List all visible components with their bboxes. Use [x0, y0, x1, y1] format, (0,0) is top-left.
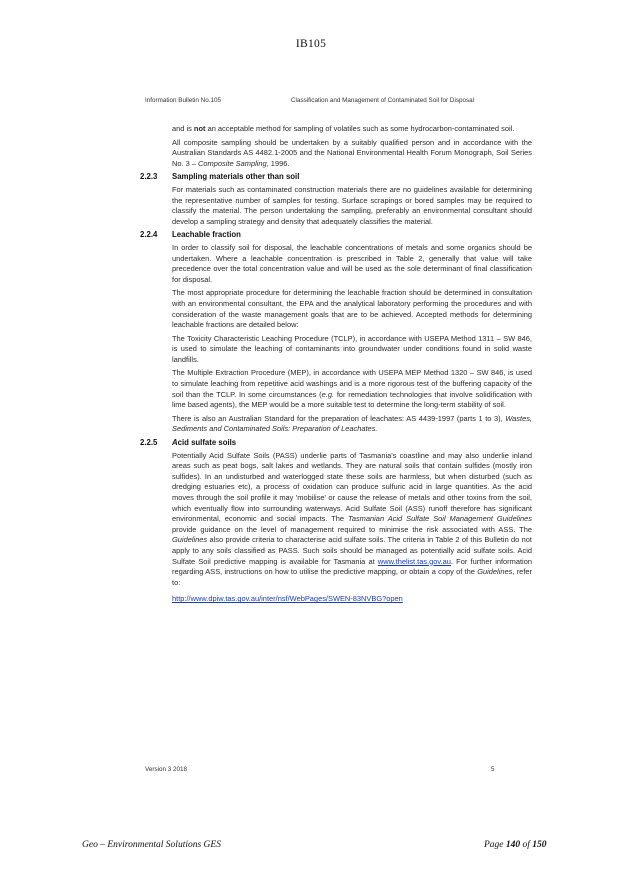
- inner-header: [145, 97, 515, 104]
- paragraph: The most appropriate procedure for determining the leachable fraction should be determined in consultation with an environmental consultant, the EPA and the analytical laboratory performing the procedures and with consideration of the waste management goals that are to be achieved. Accepted methods for determining leachable fractions are detailed below:: [172, 288, 532, 330]
- paragraph: In order to classify soil for disposal, the leachable concentrations of metals and some organics should be undertaken. Where a leachable concentration is prescribed in Table 2, generally that value will take precedence over the total concentration value and will be used as the sole determinant of final classification for disposal.: [172, 242, 532, 284]
- inner-header-left: Information Bulletin No.105: [145, 97, 221, 104]
- inner-page-number: 5: [491, 766, 495, 773]
- section-heading: 2.2.3 Sampling materials other than soil: [140, 172, 300, 182]
- paragraph: There is also an Australian Standard for the preparation of leachates: AS 4439-1997 (parts 1 to 3), Wastes, Sediments and Contaminated Soils: Preparation of Leachates.: [172, 413, 532, 434]
- paragraph: For materials such as contaminated construction materials there are no guidelines available for determining the representative number of samples for testing. Surface scrapings or bored samples may be required to classify the material. The person undertaking the sampling, preferably an environmental consultant should develop a sampling strategy and density that adequately classifies the material.: [172, 184, 532, 226]
- section-heading: 2.2.5 Acid sulfate soils: [140, 438, 237, 448]
- section-heading: 2.2.4 Leachable fraction: [140, 230, 241, 240]
- paragraph: and is not an acceptable method for sampling of volatiles such as some hydrocarbon-contaminated soil.: [172, 124, 515, 133]
- paragraph: The Toxicity Characteristic Leaching Procedure (TCLP), in accordance with USEPA Method 1311 – SW 846, is used to simulate the leaching of contaminants into groundwater under conditions found in solid waste landfills.: [172, 333, 532, 364]
- thelist-link[interactable]: www.thelist.tas.gov.au: [377, 556, 451, 566]
- paragraph: All composite sampling should be undertaken by a suitably qualified person and in accordance with the Australian Standards AS 4482.1-2005 and the National Environmental Health Forum Monograph, Soil Series No. 3 – Composite Sampling, 1996.: [172, 137, 532, 168]
- inner-footer: [145, 766, 495, 773]
- version-label: Version 3 2018: [145, 766, 188, 773]
- paragraph: The Multiple Extraction Procedure (MEP), in accordance with USEPA MEP Method 1320 – SW 846, is used to simulate leaching from repetitive acid washings and is a more rigorous test of the buffering capacity of the soil than the TCLP. In some circumstances (e.g. for remediation technologies that involve solidification with lime based agents), the MEP would be a more suitable test to determine the long-term stability of soil.: [172, 368, 532, 410]
- page-body: [140, 124, 532, 605]
- footer-page-count: Page 140 of 150: [484, 840, 547, 850]
- paragraph: Potentially Acid Sulfate Soils (PASS) underlie parts of Tasmania's coastline and may also underlie inland areas such as peat bogs, salt lakes and wetlands. They are natural soils that contain sulfides (mostly iron sulfides). In an undisturbed and waterlogged state these soils are harmless, but when disturbed (such as dredging estuaries etc), a process of oxidation can produce sulfuric acid in large quantities. As the acid moves through the soil profile it may 'mobilise' or cause the release of metals and other toxins from the soil, which eventually flow into surrounding waterways. Acid Sulfate Soil (ASS) runoff therefore has significant environmental, economic and social impacts. The Tasmanian Acid Sulfate Soil Management Guidelines provide guidance on the level of management required to minimise the risk associated with ASS. The Guidelines also provide criteria to characterise acid sulfate soils. The criteria in Table 2 of this Bulletin do not apply to any soils classified as PASS. Such soils should be managed as potentially acid sulfate soils. Acid Sulfate Soil predictive mapping is available for Tasmania at www.thelist.tas.gov.au. For further information regarding ASS, instructions on how to utilise the predictive mapping, or obtain a copy of the Guidelines, refer to:: [172, 450, 533, 587]
- inner-header-right: Classification and Management of Contaminated Soil for Disposal: [291, 97, 475, 104]
- footer-company: Geo – Environmental Solutions GES: [82, 840, 221, 850]
- document-code: IB105: [295, 38, 327, 50]
- dpiw-link[interactable]: http://www.dpiw.tas.gov.au/inter/nsf/WebPages/SWEN-83NVBG?open: [172, 594, 403, 604]
